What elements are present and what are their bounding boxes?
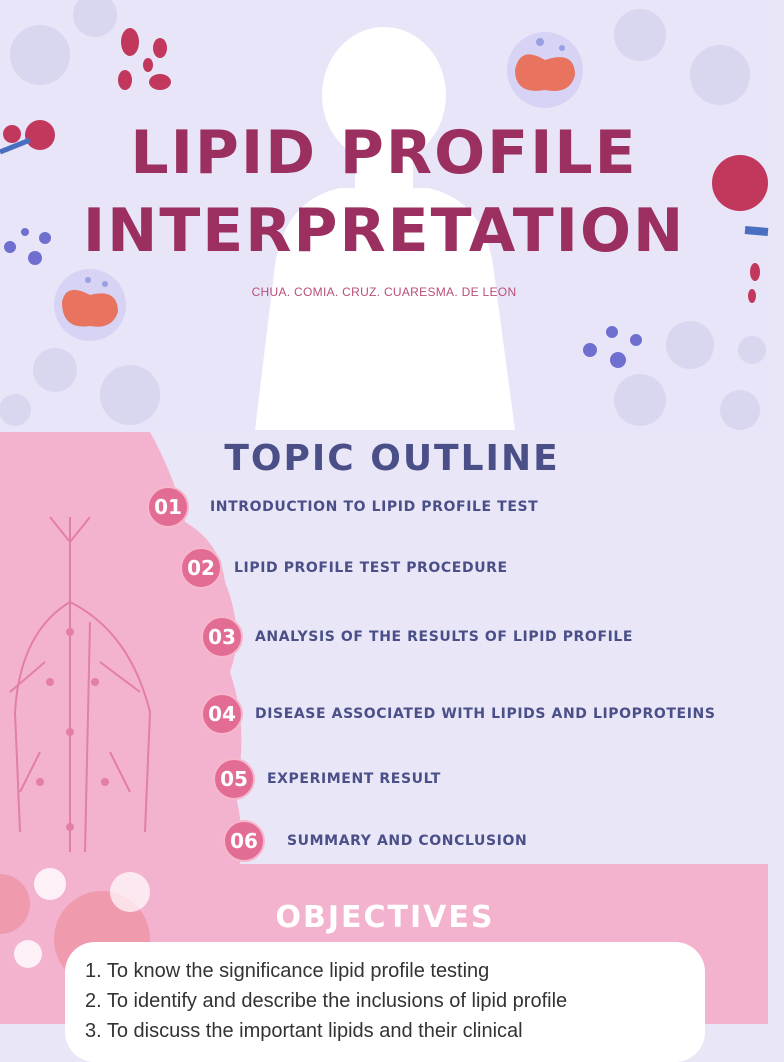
objective-item: 2. To identify and describe the inclusions of lipid profile: [85, 990, 568, 1012]
item-label: ANALYSIS OF THE RESULTS OF LIPID PROFILE: [255, 629, 634, 645]
item-label: INTRODUCTION TO LIPID PROFILE TEST: [210, 499, 539, 515]
hero-section: [0, 0, 768, 432]
item-number-badge: 01: [147, 486, 189, 528]
item-number-badge: 05: [213, 758, 255, 800]
title-line-1: LIPID PROFILE: [130, 118, 638, 188]
outline-item-06: [223, 820, 527, 862]
item-number-badge: 06: [223, 820, 265, 862]
objectives-list: [85, 956, 567, 1046]
outline-item-04: [201, 693, 716, 735]
item-label: SUMMARY AND CONCLUSION: [287, 833, 528, 849]
authors-line: CHUA. COMIA. CRUZ. CUARESMA. DE LEON: [251, 285, 517, 299]
objectives-heading: OBJECTIVES: [275, 900, 495, 935]
title-line-2: INTERPRETATION: [82, 196, 686, 266]
item-number-badge: 03: [201, 616, 243, 658]
outline-item-05: [213, 758, 441, 800]
item-label: EXPERIMENT RESULT: [267, 771, 441, 787]
outline-item-02: [180, 547, 508, 589]
objective-item: 3. To discuss the important lipids and their clinical: [85, 1020, 523, 1042]
fat-cell-icon: [507, 32, 583, 108]
item-number-badge: 04: [201, 693, 243, 735]
fat-cell-icon: [54, 269, 126, 341]
item-label: LIPID PROFILE TEST PROCEDURE: [234, 560, 508, 576]
item-label: DISEASE ASSOCIATED WITH LIPIDS AND LIPOPROTEINS: [255, 706, 716, 722]
topic-outline-section: [0, 432, 768, 864]
objective-item: 1. To know the significance lipid profile testing: [85, 960, 490, 982]
objectives-section: [0, 864, 768, 1042]
outline-heading: TOPIC OUTLINE: [224, 438, 560, 479]
outline-item-03: [201, 616, 633, 658]
blood-cell-icon: [118, 28, 171, 90]
item-number-badge: 02: [180, 547, 222, 589]
outline-item-01: [147, 486, 538, 528]
